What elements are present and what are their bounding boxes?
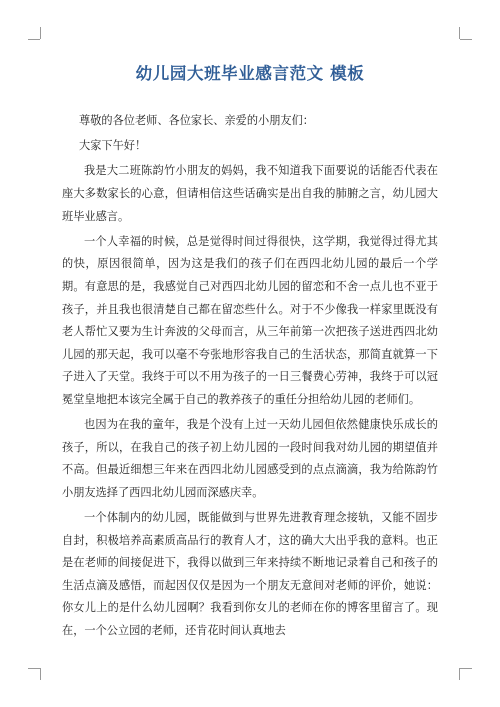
crop-mark-top-left-horizontal [28, 39, 40, 40]
body-paragraph: 也因为在我的童年，我是个没有上过一天幼儿园但依然健康快乐成长的孩子，所以，在我自己的孩子初上幼儿园的一段时间我对幼儿园的期望值并不高。但最近细想三年来在西四北幼儿园感受到的点点滴滴，我为给陈韵竹小朋友选择了西四北幼儿园而深感庆幸。 [62, 418, 438, 499]
crop-mark-top-right-horizontal [460, 39, 472, 40]
salutation-paragraph: 尊敬的各位老师、各位家长、亲爱的小朋友们： [79, 114, 314, 127]
crop-mark-bottom-right-horizontal [460, 668, 472, 669]
body-paragraph: 我是大二班陈韵竹小朋友的妈妈，我不知道我下面要说的话能否代表在座大多数家长的心意，但请相信这些话确实是出自我的肺腑之言，幼儿园大班毕业感言。 [62, 164, 438, 223]
body-paragraph: 一个体制内的幼儿园，既能做到与世界先进教育理念接轨，又能不固步自封，积极培养高素质高品行的教育人才，这的确大大出乎我的意料。也正是在老师的间接促进下，我得以做到三年来持续不断地记录着自己和孩子的生活点滴及感悟，而起因仅仅是因为一个朋友无意间对老师的评价，她说：你女儿上的是什么幼儿园啊？我看到你女儿的老师在你的博客里留言了。现在，一个公立园的老师，还肯花时间认真地去 [62, 511, 438, 638]
body-paragraph: 一个人幸福的时候，总是觉得时间过得很快，这学期，我觉得过得尤其的快，原因很简单，因为这是我们的孩子们在西四北幼儿园的最后一个学期。有意思的是，我感觉自己对西四北幼儿园的留恋和不舍一点儿也不亚于孩子，并且我也很清楚自己都在留恋些什么。对于不少像我一样家里既没有老人帮忙又要为生计奔波的父母而言，从三年前第一次把孩子送进西四北幼儿园的那天起，我可以毫不夸张地形容我自己的生活状态，那简直就算一下子进入了天堂。我终于可以不用为孩子的一日三餐费心劳神，我终于可以冠冕堂皇地把本该完全属于自己的教养孩子的重任分担给幼儿园的老师们。 [62, 234, 438, 406]
document-body [62, 110, 438, 645]
crop-mark-bottom-right-vertical [459, 668, 460, 680]
crop-mark-top-right-vertical [459, 27, 460, 39]
crop-mark-top-left-vertical [40, 27, 41, 39]
greeting-paragraph: 大家下午好！ [79, 139, 147, 153]
crop-mark-bottom-left-horizontal [28, 668, 40, 669]
document-title: 幼儿园大班毕业感言范文 模板 [135, 64, 365, 83]
crop-mark-bottom-left-vertical [40, 668, 41, 680]
